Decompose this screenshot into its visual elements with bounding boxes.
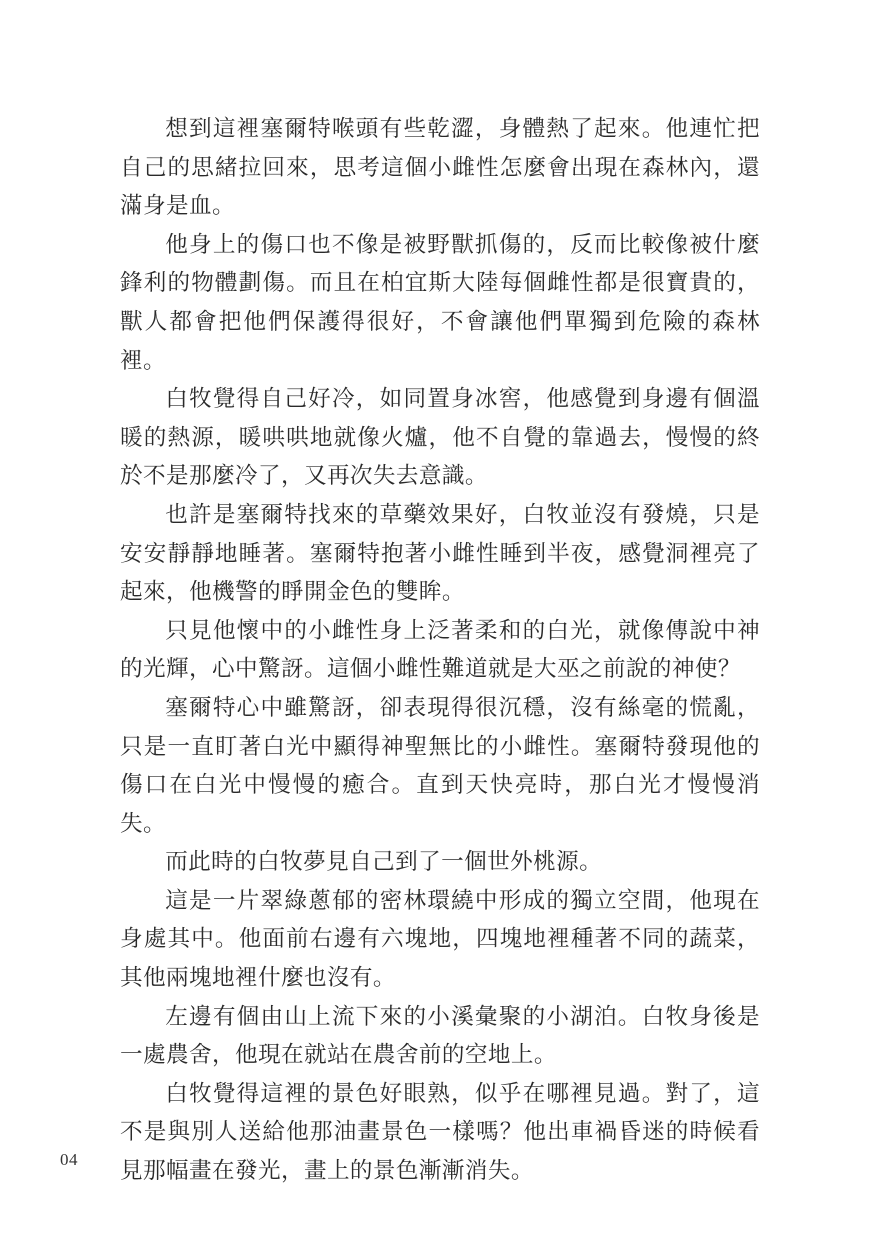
paragraph-2: 他身上的傷口也不像是被野獸抓傷的，反而比較像被什麼鋒利的物體劃傷。而且在柏宜斯大陸每個雌性都是很寶貴的，獸人都會把他們保護得很好，不會讓他們單獨到危險的森林裡。	[120, 231, 760, 374]
paragraph-7: 而此時的白牧夢見自己到了一個世外桃源。	[165, 849, 603, 876]
paragraph-9: 左邊有個由山上流下來的小溪彙聚的小湖泊。白牧身後是一處農舍，他現在就站在農舍前的空地上。	[120, 1003, 760, 1069]
paragraph-4: 也許是塞爾特找來的草藥效果好，白牧並沒有發燒，只是安安靜靜地睡著。塞爾特抱著小雌性睡到半夜，感覺洞裡亮了起來，他機警的睜開金色的雙眸。	[120, 501, 760, 606]
paragraph-8: 這是一片翠綠蔥郁的密林環繞中形成的獨立空間，他現在身處其中。他面前右邊有六塊地，四塊地裡種著不同的蔬菜，其他兩塊地裡什麼也沒有。	[120, 887, 760, 992]
page-number: 04	[60, 1150, 78, 1169]
paragraph-3: 白牧覺得自己好冷，如同置身冰窖，他感覺到身邊有個溫暖的熱源，暖哄哄地就像火爐，他不自覺的靠過去，慢慢的終於不是那麼冷了，又再次失去意識。	[120, 386, 760, 490]
paragraph-10: 白牧覺得這裡的景色好眼熟，似乎在哪裡見過。對了，這不是與別人送給他那油畫景色一樣嗎？他出車禍昏迷的時候看見那幅畫在發光，畫上的景色漸漸消失。	[120, 1080, 760, 1185]
paragraph-5: 只見他懷中的小雌性身上泛著柔和的白光，就像傳說中神的光輝，心中驚訝。這個小雌性難道就是大巫之前說的神使？	[120, 617, 760, 683]
body-text	[120, 110, 760, 1191]
paragraph-6: 塞爾特心中雖驚訝，卻表現得很沉穩，沒有絲毫的慌亂，只是一直盯著白光中顯得神聖無比的小雌性。塞爾特發現他的傷口在白光中慢慢的癒合。直到天快亮時，那白光才慢慢消失。	[120, 694, 760, 837]
paragraph-1: 想到這裡塞爾特喉頭有些乾澀，身體熱了起來。他連忙把自己的思緒拉回來，思考這個小雌性怎麼會出現在森林內，還滿身是血。	[120, 116, 760, 220]
